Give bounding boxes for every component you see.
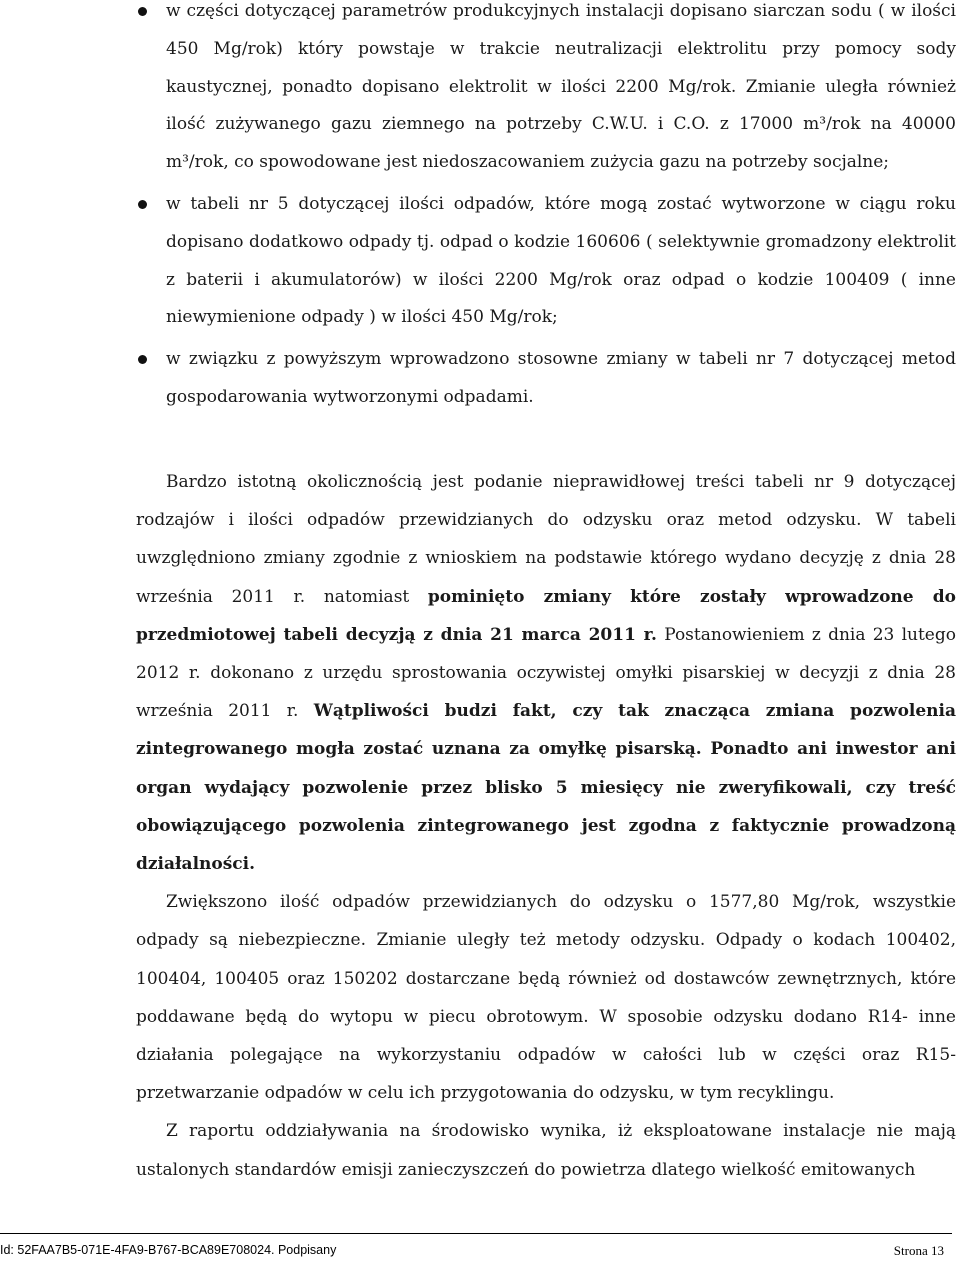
body-text [136,463,956,1189]
paragraph-bold-text: pominięto zmiany które zostały wprowadzone do przedmiotowej tabeli decyzją z dnia 21 marca 2011 r. [136,586,956,645]
footer-divider [0,1233,952,1234]
paragraph: Z raportu oddziaływania na środowisko wynika, iż eksploatowane instalacje nie mają ustalonych standardów emisji zanieczyszczeń do powietrza dlatego wielkość emitowanych [136,1121,956,1180]
list-item-text: w tabeli nr 5 dotyczącej ilości odpadów, które mogą zostać wytworzone w ciągu roku dopisano dodatkowo odpady tj. odpad o kodzie 160606 ( selektywnie gromadzony elektrolit z baterii i akumulatorów) w ilości 2200 Mg/rok oraz odpad o kodzie 100409 ( inne niewymienione odpady ) w ilości 450 Mg/rok; [166,193,956,328]
list-item-text: w części dotyczącej parametrów produkcyjnych instalacji dopisano siarczan sodu ( w ilości 450 Mg/rok) który powstaje w trakcie neutralizacji elektrolitu przy pomocy sody kaustycznej, ponadto dopisano elektrolit w ilości 2200 Mg/rok. Zmianie uległa również ilość zużywanego gazu ziemnego na potrzeby C.W.U. i C.O. z 17000 m³/rok na 40000 m³/rok, co spowodowane jest niedoszacowaniem zużycia gazu na potrzeby socjalne; [166,1,956,173]
paragraph-text: Bardzo istotną okolicznością jest podanie nieprawidłowej treści tabeli nr 9 dotyczącej rodzajów i ilości odpadów przewidzianych do odzysku oraz metod odzysku. W tabeli uwzględniono zmiany zgodnie z wnioskiem na podstawie którego wydano decyzję z dnia 28 września 2011 r. natomiast [136,472,956,607]
list-item-text: w związku z powyższym wprowadzono stosowne zmiany w tabeli nr 7 dotyczącej metod gospodarowania wytworzonymi odpadami. [166,349,956,407]
bullet-list [136,0,956,421]
paragraph-text: Postanowieniem z dnia 23 lutego 2012 r. dokonano z urzędu sprostowania oczywistej omyłki pisarskiej w decyzji z dnia 28 września 2011 r. [136,624,956,722]
list-item [136,186,956,337]
paragraph-bold-text: Wątpliwości budzi fakt, czy tak znacząca zmiana pozwolenia zintegrowanego mogła zostać uznana za omyłkę pisarską. Ponadto ani inwestor ani organ wydający pozwolenie przez blisko 5 miesięcy nie zweryfikowali, czy treść obowiązującego pozwolenia zintegrowanego jest zgodna z faktycznie prowadzoną działalności. [136,701,957,875]
bullet-icon [138,200,147,209]
document-id: Id: 52FAA7B5-071E-4FA9-B767-BCA89E708024. Podpisany [0,1243,337,1257]
bullet-icon [138,7,147,16]
page-footer [0,1233,960,1263]
page-number: Strona 13 [893,1243,944,1258]
list-item [136,341,956,417]
bullet-icon [138,355,147,364]
paragraph [136,463,956,883]
paragraph: Zwiększono ilość odpadów przewidzianych do odzysku o 1577,80 Mg/rok, wszystkie odpady są niebezpieczne. Zmianie uległy też metody odzysku. Odpady o kodach 100402, 100404, 100405 oraz 150202 dostarczane będą również od dostawców zewnętrznych, które poddawane będą do wytopu w piecu obrotowym. W sposobie odzysku dodano R14- inne działania polegające na wykorzystaniu odpadów w całości lub w części oraz R15- przetwarzanie odpadów w celu ich przygotowania do odzysku, w tym recyklingu. [136,892,956,1104]
list-item [136,0,956,182]
